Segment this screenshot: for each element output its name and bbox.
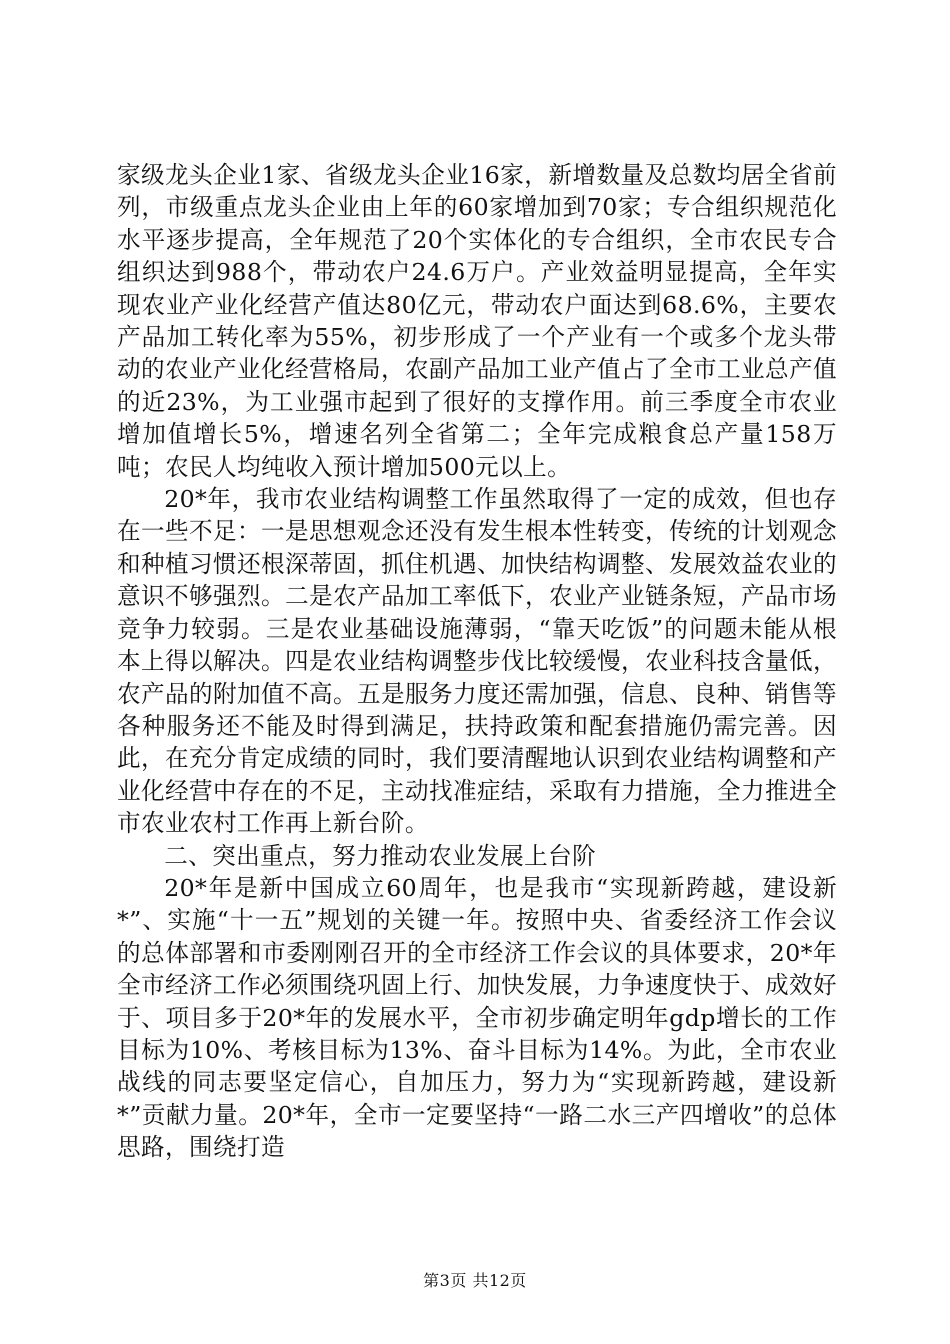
paragraph-shortcomings: 20*年，我市农业结构调整工作虽然取得了一定的成效，但也存在一些不足：一是思想观念还没有发生根本性转变，传统的计划观念和种植习惯还根深蒂固，抓住机遇、加快结构调整、发展效益农业的意识不够强烈。二是农产品加工率低下，农业产业链条短，产品市场竞争力较弱。三是农业基础设施薄弱，“靠天吃饭”的问题未能从根本上得以解决。四是农业结构调整步伐比较缓慢，农业科技含量低，农产品的附加值不高。五是服务力度还需加强，信息、良种、销售等各种服务还不能及时得到满足，扶持政策和配套措施仍需完善。因此，在充分肯定成绩的同时，我们要清醒地认识到农业结构调整和产业化经营中存在的不足，主动找准症结，采取有力措施，全力推进全市农业农村工作再上新台阶。 <box>117 485 837 838</box>
paragraph-agriculture-results: 家级龙头企业1家、省级龙头企业16家，新增数量及总数均居全省前列，市级重点龙头企业由上年的60家增加到70家；专合组织规范化水平逐步提高，全年规范了20个实体化的专合组织，全市农民专合组织达到988个，带动农户24.6万户。产业效益明显提高，全年实现农业产业化经营产值达80亿元，带动农户面达到68.6%，主要农产品加工转化率为55%，初步形成了一个产业有一个或多个龙头带动的农业产业化经营格局，农副产品加工业产值占了全市工业总产值的近23%，为工业强市起到了很好的支撑作用。前三季度全市农业增加值增长5%，增速名列全省第二；全年完成粮食总产量158万吨；农民人均纯收入预计增加500元以上。 <box>117 161 837 481</box>
section-heading: 二、突出重点，努力推动农业发展上台阶 <box>164 841 597 870</box>
page-footer: 第3页 共12页 <box>423 1271 527 1290</box>
paragraph-goals: 20*年是新中国成立60周年，也是我市“实现新跨越，建设新*”、实施“十一五”规划的关键一年。按照中央、省委经济工作会议的总体部署和市委刚刚召开的全市经济工作会议的具体要求，20*年全市经济工作必须围绕巩固上行、加快发展，力争速度快于、成效好于、项目多于20*年的发展水平，全市初步确定明年gdp增长的工作目标为10%、考核目标为13%、奋斗目标为14%。为此，全市农业战线的同志要坚定信心，自加压力，努力为“实现新跨越，建设新*”贡献力量。20*年，全市一定要坚持“一路二水三产四增收”的总体思路，围绕打造 <box>117 873 837 1162</box>
document-body <box>117 159 837 1164</box>
